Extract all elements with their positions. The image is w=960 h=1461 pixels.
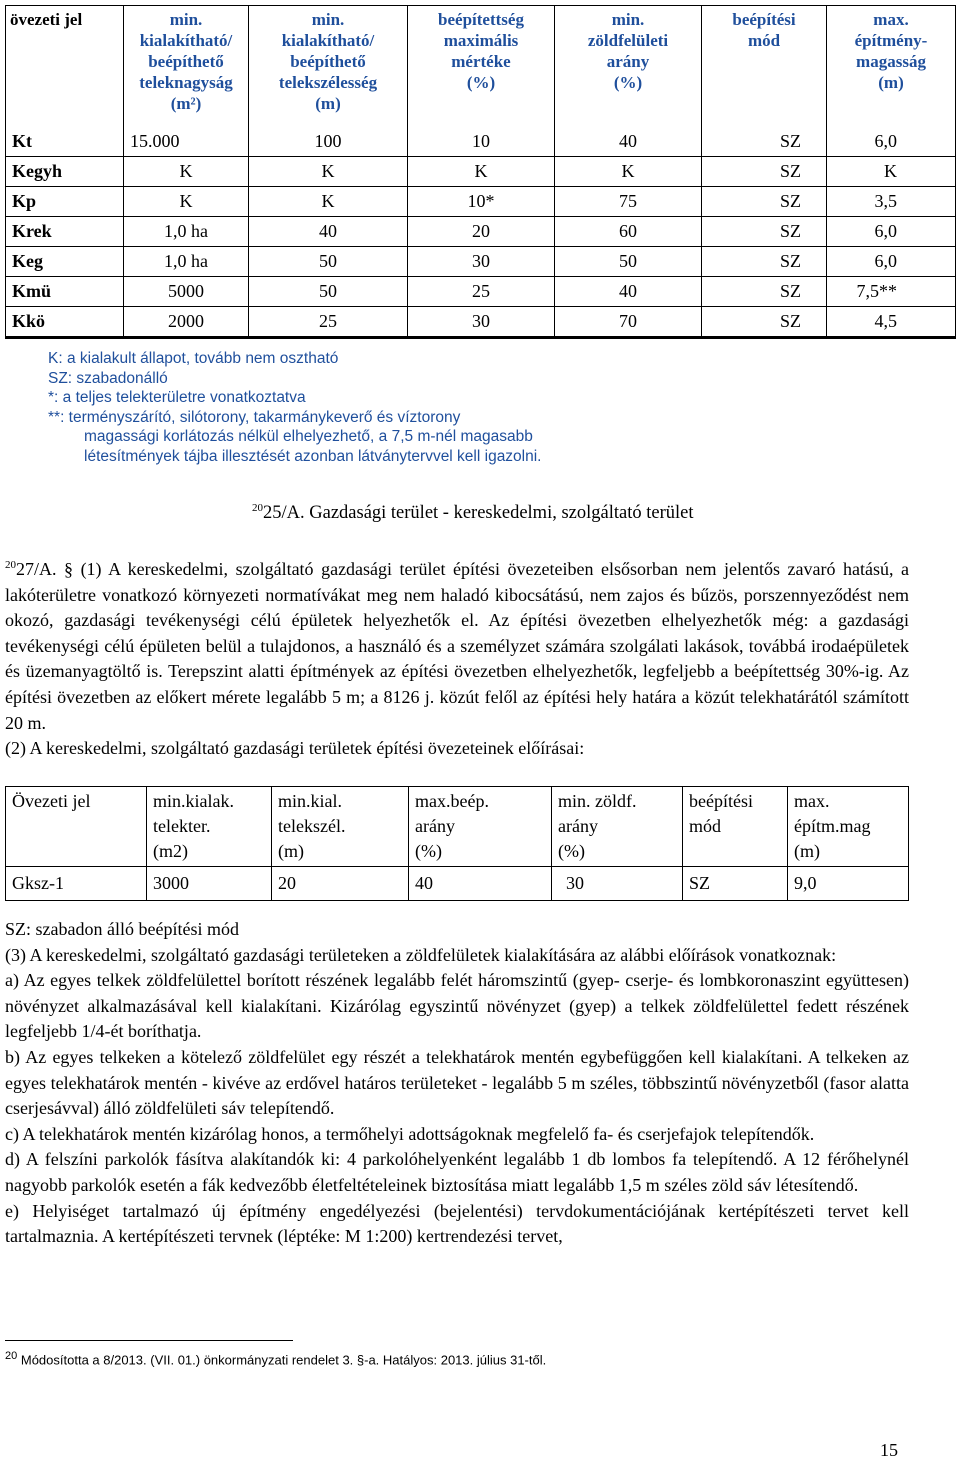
table-row — [6, 127, 956, 157]
header-cell: max.beép. arány (%) — [409, 787, 552, 867]
table-row — [6, 217, 956, 247]
table-cell: 10 — [408, 127, 555, 157]
header-cell: max. építmény- magasság (m) — [827, 6, 956, 128]
table-cell: 30 — [552, 867, 683, 901]
table-row — [6, 277, 956, 307]
table-cell: K — [249, 157, 408, 187]
table-cell: SZ — [702, 277, 827, 307]
header-cell: min.kial. telekszél. (m) — [272, 787, 409, 867]
table-cell: 1,0 ha — [124, 247, 249, 277]
table-cell: 20 — [408, 217, 555, 247]
table-cell: SZ — [702, 157, 827, 187]
table-cell: 2000 — [124, 307, 249, 338]
table-cell: K — [124, 157, 249, 187]
table-cell: 4,5 — [827, 307, 956, 338]
zone-code: Kmü — [6, 277, 124, 307]
header-cell: Övezeti jel — [6, 787, 147, 867]
table-cell: 50 — [249, 277, 408, 307]
paragraph-1: $^{20}$27/A. § (1) A kereskedelmi, szolgáltató gazdasági terület építési övezeteiben elsősorban nem jelentős zavaró hatású, a lakóterületre vonatkozó környezeti normatívákat meg nem haladó kibocsátású, nem zajos és bűzös, porszennyeződést nem okozó, gazdasági tevékenységi célú épületek helyezhetők el. Az építési övezetben elhelyezhetők még: a gazdasági tevékenységi célú épületen belül a tulajdonos, a használó és a személyzet számára szolgálati lakások, továbbá irodaépületek és üzemanyagtöltő is. Terepszint alatti építmények az építési övezetben elhelyezhetők, legfeljebb a beépítettség 30%-ig. Az építési övezetben az előkert mérete legalább 5 m; a 8126 j. közút felől az építési hely határa a közút telekhatárától számított 20 m. — [5, 559, 910, 733]
section-body — [5, 553, 909, 762]
zone-code: Keg — [6, 247, 124, 277]
table-cell: 40 — [409, 867, 552, 901]
table-row — [6, 307, 956, 338]
note-line: létesítmények tájba illesztését azonban látványtervvel kell igazolni. — [84, 447, 542, 465]
table-cell: 40 — [555, 277, 702, 307]
table-cell: K — [249, 187, 408, 217]
paragraph-d: d) A felszíni parkolók fásítva alakítandók ki: 4 parkolóhelyenként legalább 1 db lombos fa telepítendő. A 12 férőhelynél nagyobb parkolók esetén a fák kedvezőbb életfeltételeinek biztosítása miatt legalább 1,5 m széles zöld sáv létesítendő. — [5, 1149, 909, 1195]
paragraph-e: e) Helyiséget tartalmazó új építmény engedélyezési (bejelentési) tervdokumentációjának kertépítészeti tervet kell tartalmaznia. A kertépítészeti tervnek (léptéke: M 1:200) kertrendezési tervet, — [5, 1200, 909, 1247]
zone-code: Gksz-1 — [6, 867, 147, 901]
footnote-ref: 20 — [5, 559, 16, 571]
table-cell: 60 — [555, 217, 702, 247]
table-cell: 50 — [249, 247, 408, 277]
table-row — [6, 867, 909, 901]
zone-code: Kt — [6, 127, 124, 157]
table-cell: 15.000 — [124, 127, 249, 157]
table-cell: 10* — [408, 187, 555, 217]
zoning-table-header — [6, 6, 956, 128]
table-cell: 1,0 ha — [124, 217, 249, 247]
table-cell: 6,0 — [827, 247, 956, 277]
footnote-separator — [5, 1340, 293, 1341]
zone-code: Kp — [6, 187, 124, 217]
table-cell: 30 — [408, 307, 555, 338]
table-notes — [48, 349, 542, 467]
table-cell: SZ — [702, 247, 827, 277]
note-line: SZ: szabadonálló — [48, 369, 168, 387]
header-cell: beépítési mód — [683, 787, 788, 867]
table-row — [6, 247, 956, 277]
header-cell: övezeti jel — [6, 6, 124, 128]
gksz-table — [5, 786, 909, 901]
page-number: 15 — [880, 1440, 898, 1460]
header-cell: max. építm.mag (m) — [788, 787, 909, 867]
table-row — [6, 187, 956, 217]
table-cell: 30 — [408, 247, 555, 277]
regulations-body — [5, 917, 909, 1250]
table-cell: SZ — [702, 127, 827, 157]
table-cell: 9,0 — [788, 867, 909, 901]
paragraph-2: (2) A kereskedelmi, szolgáltató gazdasági területek építési övezeteinek előírásai: — [5, 738, 585, 759]
zone-code: Kkö — [6, 307, 124, 338]
note-line: **: terményszárító, silótorony, takarmánykeverő és víztorony — [48, 408, 461, 426]
table-cell: 5000 — [124, 277, 249, 307]
paragraph-c: c) A telekhatárok mentén kizárólag honos, a termőhelyi adottságoknak megfelelő fa- és cserjefajok telepítendők. — [5, 1123, 815, 1144]
table-cell: 100 — [249, 127, 408, 157]
table-cell: SZ — [683, 867, 788, 901]
table-cell: SZ — [702, 187, 827, 217]
header-cell: min. zöldf. arány (%) — [552, 787, 683, 867]
header-cell: min.kialak. telekter. (m2) — [147, 787, 272, 867]
table-cell: K — [827, 157, 956, 187]
table-cell: 75 — [555, 187, 702, 217]
table-cell: 6,0 — [827, 217, 956, 247]
table-cell: SZ — [702, 217, 827, 247]
table-cell: 40 — [555, 127, 702, 157]
header-cell: min. zöldfelületi arány (%) — [555, 6, 702, 128]
table-cell: 3,5 — [827, 187, 956, 217]
table-cell: K — [124, 187, 249, 217]
header-cell: min. kialakítható/ beépíthető teleknagyság (m²) — [124, 6, 249, 128]
zone-code: Krek — [6, 217, 124, 247]
table-cell: 3000 — [147, 867, 272, 901]
table-cell: 25 — [408, 277, 555, 307]
table-row — [6, 157, 956, 187]
header-cell: beépítési mód — [702, 6, 827, 128]
table-cell: 50 — [555, 247, 702, 277]
header-cell: beépítettség maximális mértéke (%) — [408, 6, 555, 128]
paragraph-sz: SZ: szabadon álló beépítési mód — [5, 919, 239, 939]
gksz-table-header — [6, 787, 909, 867]
paragraph-b: b) Az egyes telkeken a kötelező zöldfelület egy részét a telekhatárok mentén egybefüggően kell kialakítani. A telkeken az egyes telekhatárok mentén - kivéve az erdővel határos területeket - legalább 5 m széles, többszintű növényzetből (fasor alatta cserjesávval) álló zöldfelületi sáv telepítendő. — [5, 1046, 909, 1119]
paragraph-3: (3) A kereskedelmi, szolgáltató gazdasági területeken a zöldfelületek kialakítására az alábbi előírások vonatkoznak: — [5, 944, 837, 965]
note-line: K: a kialakult állapot, tovább nem osztható — [48, 350, 339, 367]
section-subtitle: $^{20}$25/A. Gazdasági terület - kereskedelmi, szolgáltató terület — [252, 502, 694, 524]
paragraph-a: a) Az egyes telkek zöldfelülettel borított részének legalább felét háromszintű (gyep- cserje- és lombkoronaszint együttesen) növényzet alkalmazásával kell kialakítani. Kizárólag egyszintű növényzet (gyep) a telkek zöldfelülettel fedett részének legfeljebb 1/4-ét boríthatja. — [5, 970, 909, 1042]
table-cell: K — [408, 157, 555, 187]
table-cell: 40 — [249, 217, 408, 247]
footnote: $^{20}$ Módosította a 8/2013. (VII. 01.) önkormányzati rendelet 3. §-a. Hatályos: 2013. július 31-től. — [5, 1350, 547, 1368]
note-line: *: a teljes telekterületre vonatkoztatva — [48, 389, 306, 407]
zone-code: Kegyh — [6, 157, 124, 187]
table-cell: 25 — [249, 307, 408, 338]
note-line: magassági korlátozás nélkül elhelyezhető, a 7,5 m-nél magasabb — [84, 428, 533, 446]
table-cell: 70 — [555, 307, 702, 338]
header-cell: min. kialakítható/ beépíthető telekszélesség (m) — [249, 6, 408, 128]
table-cell: 7,5** — [827, 277, 956, 307]
table-cell: 20 — [272, 867, 409, 901]
footnote-ref: 20 — [252, 502, 263, 514]
zoning-table — [5, 5, 956, 339]
table-cell: K — [555, 157, 702, 187]
table-cell: 6,0 — [827, 127, 956, 157]
table-cell: SZ — [702, 307, 827, 338]
